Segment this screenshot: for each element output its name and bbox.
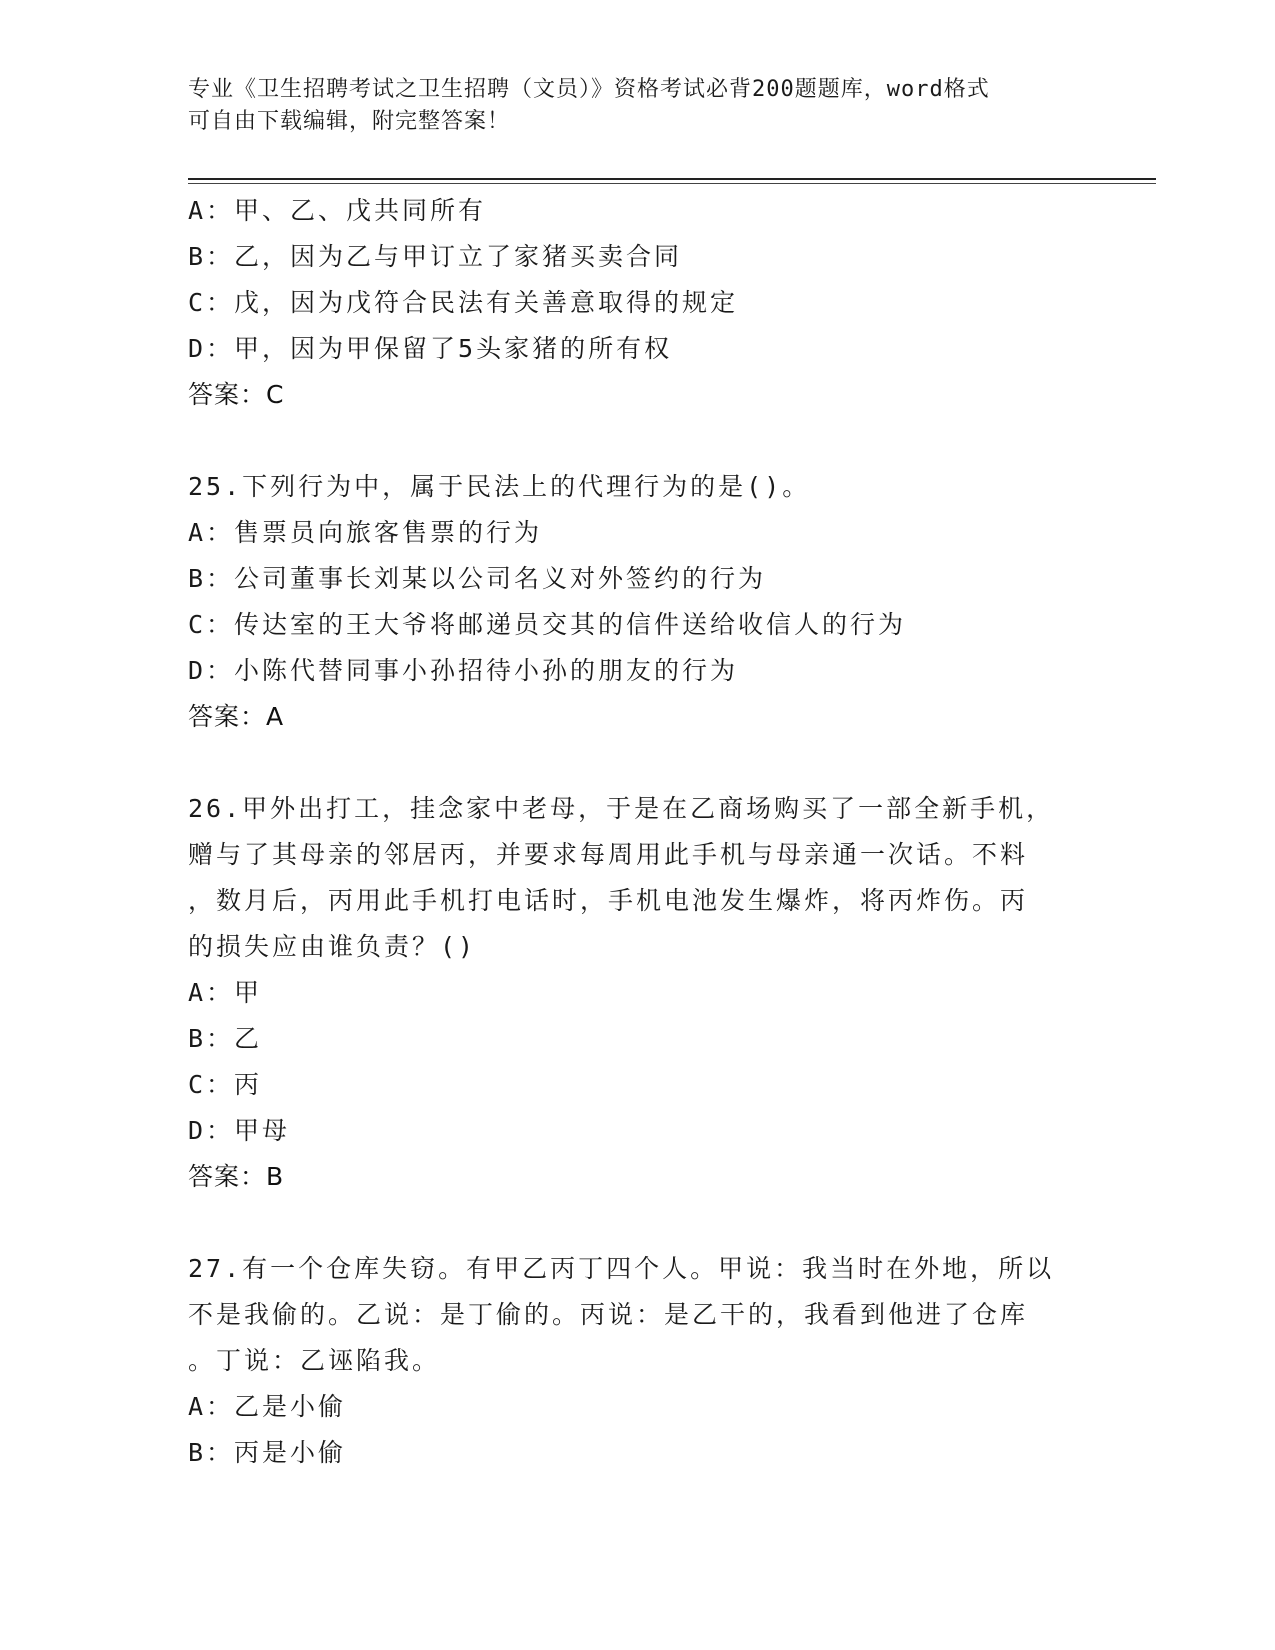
question-26 bbox=[188, 786, 1088, 1200]
question-25 bbox=[188, 464, 1088, 740]
header-rule-thick bbox=[188, 178, 1156, 180]
spacer bbox=[188, 418, 1088, 464]
questions-content bbox=[188, 188, 1088, 1476]
option-b: B：公司董事长刘某以公司名义对外签约的行为 bbox=[188, 564, 767, 593]
header-title-line-2: 可自由下载编辑，附完整答案！ bbox=[188, 109, 511, 134]
option-b: B：丙是小偷 bbox=[188, 1438, 347, 1467]
header-title-line-1: 专业《卫生招聘考试之卫生招聘（文员）》资格考试必背200题题库，word格式 bbox=[188, 77, 990, 102]
answer-line: 答案：A bbox=[188, 702, 285, 731]
question-text-line: 赠与了其母亲的邻居丙，并要求每周用此手机与母亲通一次话。不料 bbox=[188, 840, 1029, 869]
question-text-line: ，数月后，丙用此手机打电话时，手机电池发生爆炸，将丙炸伤。丙 bbox=[188, 886, 1029, 915]
option-d: D：甲，因为甲保留了5头家猪的所有权 bbox=[188, 334, 673, 363]
document-header bbox=[188, 74, 1088, 138]
question-text-line: 25.下列行为中，属于民法上的代理行为的是()。 bbox=[188, 472, 811, 501]
question-text-line: 不是我偷的。乙说：是丁偷的。丙说：是乙干的，我看到他进了仓库 bbox=[188, 1300, 1029, 1329]
option-a: A：乙是小偷 bbox=[188, 1392, 347, 1421]
option-b: B：乙，因为乙与甲订立了家猪买卖合同 bbox=[188, 242, 683, 271]
question-27 bbox=[188, 1246, 1088, 1476]
spacer bbox=[188, 1200, 1088, 1246]
option-c: C：传达室的王大爷将邮递员交其的信件送给收信人的行为 bbox=[188, 610, 907, 639]
question-text-line: 的损失应由谁负责？() bbox=[188, 932, 477, 961]
option-c: C：戊，因为戊符合民法有关善意取得的规定 bbox=[188, 288, 739, 317]
answer-line: 答案：C bbox=[188, 380, 285, 409]
answer-line: 答案：B bbox=[188, 1162, 285, 1191]
spacer bbox=[188, 740, 1088, 786]
header-rule-thin bbox=[188, 183, 1156, 184]
option-a: A：甲、乙、戊共同所有 bbox=[188, 196, 487, 225]
question-text-line: 26.甲外出打工，挂念家中老母，于是在乙商场购买了一部全新手机， bbox=[188, 794, 1055, 823]
option-b: B：乙 bbox=[188, 1024, 263, 1053]
question-text-line: 27.有一个仓库失窃。有甲乙丙丁四个人。甲说：我当时在外地，所以 bbox=[188, 1254, 1055, 1283]
option-d: D：小陈代替同事小孙招待小孙的朋友的行为 bbox=[188, 656, 739, 685]
option-a: A：甲 bbox=[188, 978, 263, 1007]
option-d: D：甲母 bbox=[188, 1116, 291, 1145]
question-block-continued bbox=[188, 188, 1088, 418]
question-text-line: 。丁说：乙诬陷我。 bbox=[188, 1346, 441, 1375]
option-c: C：丙 bbox=[188, 1070, 263, 1099]
option-a: A：售票员向旅客售票的行为 bbox=[188, 518, 543, 547]
